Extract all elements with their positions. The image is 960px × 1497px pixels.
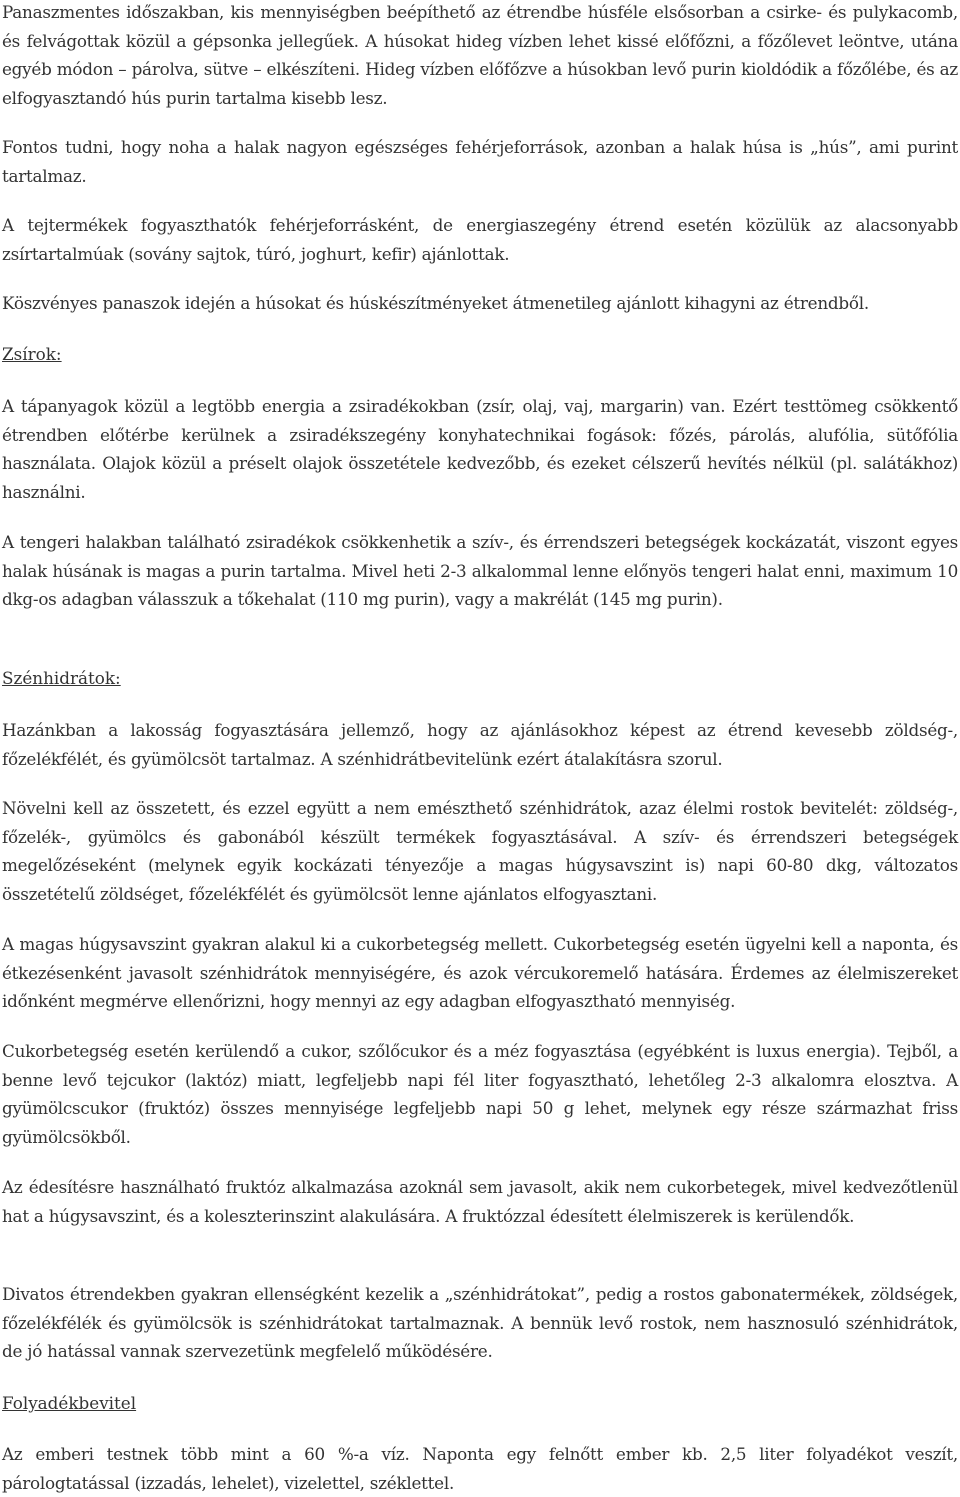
paragraph-body-water: Az emberi testnek több mint a 60 %-a víz. Naponta egy felnőtt ember kb. 2,5 liter folyadékot veszít, párologtatással (izzadás, lehelet), vizelettel, széklettel.: [2, 1444, 958, 1493]
paragraph-meat-preparation: Panaszmentes időszakban, kis mennyiségben beépíthető az étrendbe húsféle elsősorban a csirke- és pulykacomb, és felvágottak közül a gépsonka jellegűek. A húsokat hideg vízben lehet kissé előfőzni, a főzőlevet leöntve, utána egyéb módon – párolva, sütve – elkészíteni. Hideg vízben előfőzve a húsokban levő purin kioldódik a főzőlébe, és az elfogyasztandó hús purin tartalma kisebb lesz.: [2, 2, 958, 108]
paragraph-dietary-fiber: Növelni kell az összetett, és ezzel együtt a nem emészthető szénhidrátok, azaz élelmi rostok bevitelét: zöldség-, főzelék-, gyümölcs és gabonából készült termékek fogyasztásával. A szív- és érrendszeri betegségek megelőzéseként (melynek egyik kockázati tényezője a magas húgysavszint is) napi 60-80 dkg, változatos összetételű zöldséget, főzelékfélét és gyümölcsöt lenne ajánlatos elfogyasztani.: [2, 798, 958, 904]
paragraph-fish-purine: Fontos tudni, hogy noha a halak nagyon egészséges fehérjeforrások, azonban a halak húsa is „hús”, ami purint tartalmaz.: [2, 137, 958, 186]
section-heading-fluid-intake: Folyadékbevitel: [2, 1393, 137, 1413]
section-heading-fats: Zsírok:: [2, 344, 62, 364]
section-heading-carbohydrates: Szénhidrátok:: [2, 668, 121, 688]
paragraph-vegetable-intake: Hazánkban a lakosság fogyasztására jellemző, hogy az ajánlásokhoz képest az étrend kevesebb zöldség-, főzelékfélét, és gyümölcsöt tartalmaz. A szénhidrátbevitelünk ezért átalakításra szorul.: [2, 720, 958, 769]
paragraph-fructose: Az édesítésre használható fruktóz alkalmazása azoknál sem javasolt, akik nem cukorbetegek, mivel kedvezőtlenül hat a húgysavszint, és a koleszterinszint alakulására. A fruktózzal édesített élelmiszerek is kerülendők.: [2, 1177, 958, 1226]
paragraph-gout-complaints: Köszvényes panaszok idején a húsokat és húskészítményeket átmenetileg ajánlott kihagyni az étrendből.: [2, 293, 869, 313]
paragraph-fats-energy: A tápanyagok közül a legtöbb energia a zsiradékokban (zsír, olaj, vaj, margarin) van. Ezért testtömeg csökkentő étrendben előtérbe kerülnek a zsiradékszegény konyhatechnikai fogások: főzés, párolás, alufólia, sütőfólia használata. Olajok közül a préselt olajok összetétele kedvezőbb, és ezeket célszerű hevítés nélkül (pl. salátákhoz) használni.: [2, 396, 958, 502]
paragraph-diabetes-uric-acid: A magas húgysavszint gyakran alakul ki a cukorbetegség mellett. Cukorbetegség esetén ügyelni kell a naponta, és étkezésenként javasolt szénhidrátok mennyiségére, és azok vércukoremelő hatására. Érdemes az élelmiszereket időnként megmérve ellenőrizni, hogy mennyi az egy adagban elfogyasztható mennyiség.: [2, 934, 958, 1011]
paragraph-fashionable-diets: Divatos étrendekben gyakran ellenségként kezelik a „szénhidrátokat”, pedig a rostos gabonatermékek, zöldségek, főzelékfélék és gyümölcsök is szénhidrátokat tartalmaznak. A bennük levő rostok, nem hasznosuló szénhidrátok, de jó hatással vannak szervezetünk megfelelő működésére.: [2, 1284, 958, 1361]
paragraph-sugar-avoidance: Cukorbetegség esetén kerülendő a cukor, szőlőcukor és a méz fogyasztása (egyébként is luxus energia). Tejből, a benne levő tejcukor (laktóz) miatt, legfeljebb napi fél liter fogyasztható, lehetőleg 2-3 alkalomra elosztva. A gyümölcscukor (fruktóz) összes mennyisége legfeljebb napi 50 g lehet, melynek egy része származhat friss gyümölcsökből.: [2, 1041, 958, 1147]
paragraph-sea-fish: A tengeri halakban található zsiradékok csökkenhetik a szív-, és érrendszeri betegségek kockázatát, viszont egyes halak húsának is magas a purin tartalma. Mivel heti 2-3 alkalommal lenne előnyös tengeri halat enni, maximum 10 dkg-os adagban válasszuk a tőkehalat (110 mg purin), vagy a makrélát (145 mg purin).: [2, 532, 958, 609]
paragraph-dairy: A tejtermékek fogyaszthatók fehérjeforrásként, de energiaszegény étrend esetén közülük az alacsonyabb zsírtartalmúak (sovány sajtok, túró, joghurt, kefir) ajánlottak.: [2, 215, 958, 264]
